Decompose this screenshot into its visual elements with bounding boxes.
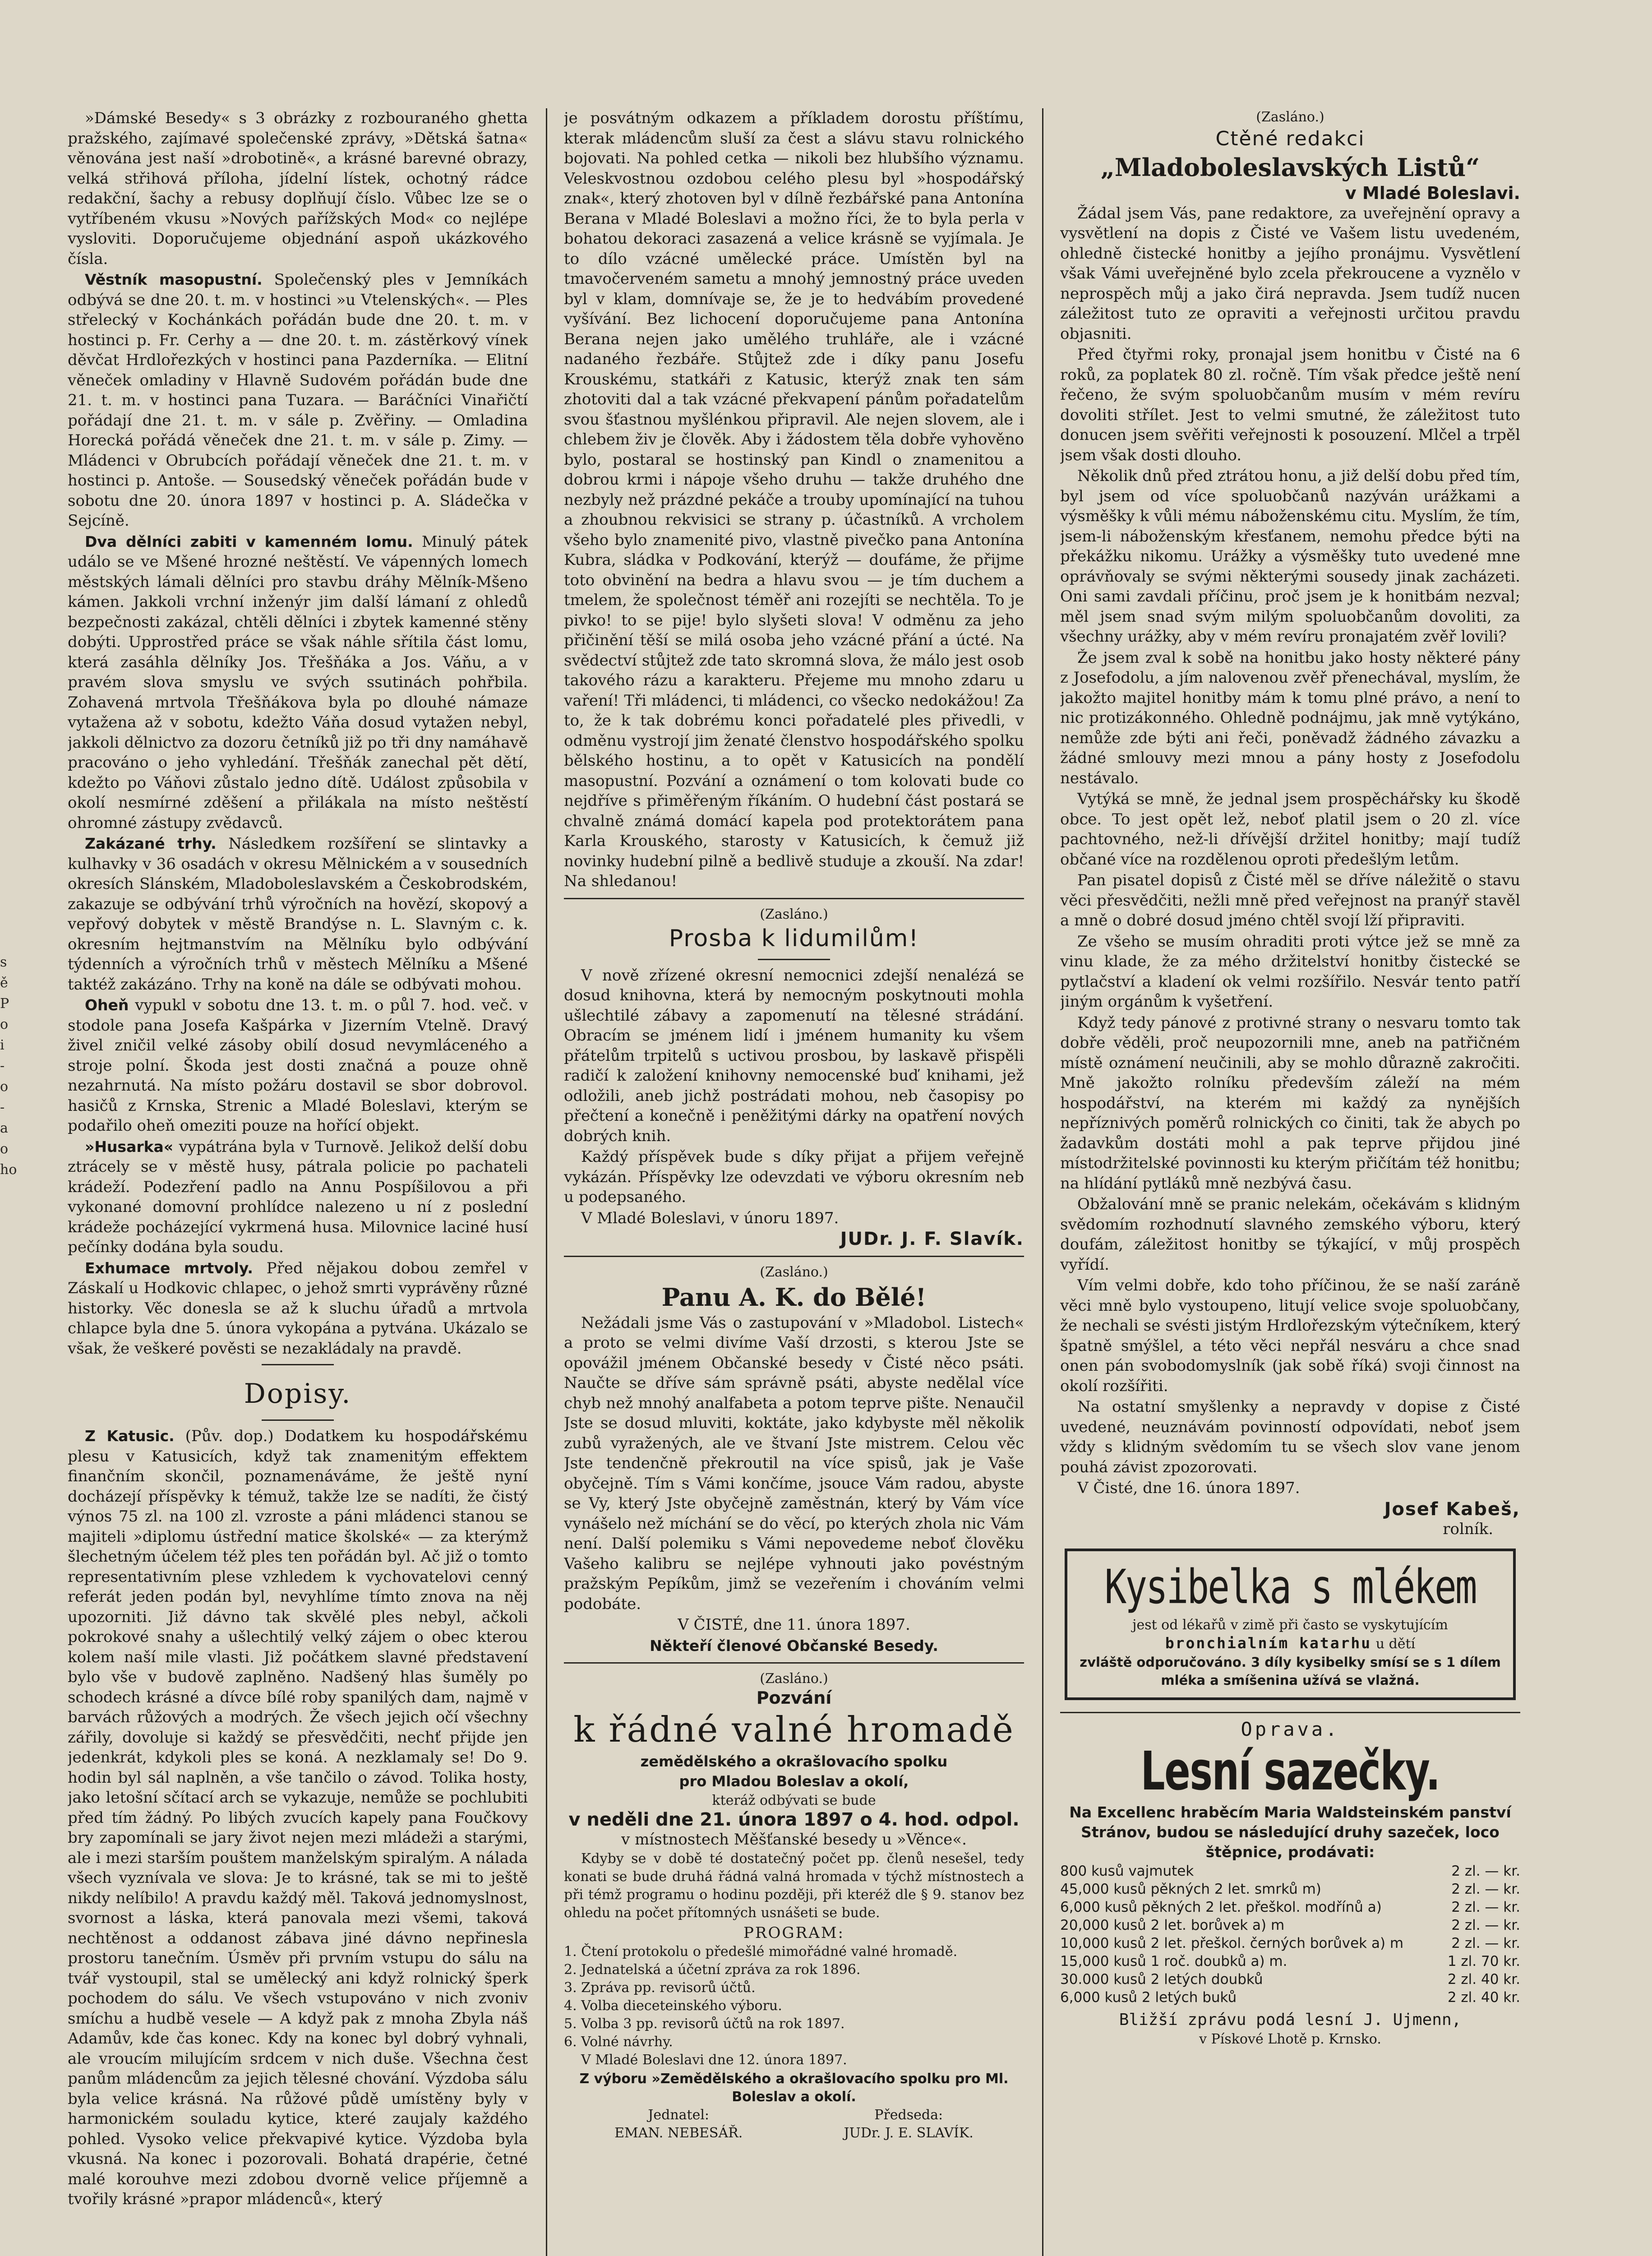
article-body: vypátrána byla v Turnově. Jelikož delší dobu ztrácely se v městě husy, pátrala policie po pachateli krádeží. Podezření padlo na Annu Pospíšilovou a při vykonané domovní prohlídce nalezeno u ní z poslední krádeže pocházející vykrmená husa. Milovnice laciné husí pečínky dodána byla soudu. [68, 1137, 528, 1256]
zaslano-label: (Zasláno.) [1256, 109, 1324, 125]
paragraph: Obžalování mně se pranic nelekám, očekávám s klidným svědomím rozhodnutí slavného zemského výboru, který doufám, záležitost honitby se týkající, v můj prospěch vyřídí. [1060, 1195, 1520, 1274]
program-item: 6. Volné návrhy. [564, 2034, 673, 2050]
price-list [1060, 1862, 1520, 2006]
ctene-redakci: Ctěné redakci [1215, 127, 1365, 150]
oprava-label: Oprava. [1241, 1718, 1340, 1740]
price-value: 2 zl. — kr. [1451, 1899, 1520, 1915]
predseda-name: JUDr. J. E. SLAVÍK. [844, 2125, 974, 2141]
paragraph [68, 532, 528, 833]
separator [564, 1256, 1024, 1257]
article-heading: Z Katusic. [85, 1427, 175, 1445]
column-divider-1 [546, 108, 547, 2256]
separator [1060, 1712, 1520, 1713]
column-1 [68, 108, 528, 2256]
separator [564, 898, 1024, 899]
kysibelka-text: zvláště odporučováno. 3 díly kysibelky smísí se s 1 dílem mléka a smíšenina užívá se vlažná. [1080, 1654, 1501, 1688]
panu-title: Panu A. K. do Bělé! [661, 1282, 927, 1312]
article-body: (Pův. dop.) Dodatkem ku hospodářskému plesu v Katusicích, když tak znamenitým effektem finančním skončil, poznamenáváme, že ještě nyní docházejí příspěvky k témuž, takže lze se nadíti, že čistý výnos 75 zl. na 100 zl. vzroste a páni mládenci stanou se majiteli »diplomu ústřední matice školské« — za kterýmž šlechetným účelem též ples ten pořádán byl. Ač již o tomto representativním plese vzhledem k vychovatelovi cenný referát jeden podán byl, nevyhlíme tímto znova na něj upozorniti. Již dávno tak skvělé ples nebyl, ačkoli pokrokové snahy a ušlechtilý velký zájem o obec kterou kolem naší mile vlasti. Již počátkem slavné představení bylo vše v budově zaplněno. Nadšený hlas šuměly po schodech krásné a dívce bílé roby spanilých dam, najmě v barvách růžových a modrých. Že všech jejich očí všechny zářily, dovoluje si každý se přesvědčiti, nechť přijde jen jedenkrát, kdykoli ples se koná. A nezklamaly se! Do 9. hodin byl sál naplněn, a vše tančilo o závod. Tolika hosty, jako letošní sčítací arch se vykazuje, nemůže se pochlubiti před tím žádný. Po libých zvucích kapely pana Foučkovy bry zapomínali se jary život nejen mezi mládeži a starými, ale i mezi starším pouštem manželským spiralým. A nálada všech vyznívala ve slova: Je to krásné, tak se mi to ještě nikdy nelíbilo! A pravdu každý měl. Taková jednomyslnost, svornost a láska, která panovala mezi všemi, taková nechtěnost a oddanost zábava jiné dávno nepřinesla prostoru tanečním. Úsměv při prvním vstupu do sálu na tvář vystoupil, stal se umělecký ani když rolnický šperk pochodem do sálu. Ve všech vstupováno v nich zvoniv smíchu a hudbě vesele — A když pak z mnoha Zbyla náš Adamův, kde čas konec. Kdy na konec byl dobrý vyhnali, ale vroucím milujícím srdcem v nich duše. Všechna čest panům mládencům za jejich tělesné chování. Výzdoba sálu byla velice krásná. Na růžové půdě umístěny byly v harmonickém souladu kytice, které zaujaly každého pohled. Vysoko velice překvapivé kytice. Výzdoba byla vkusná. Na konec i pozorovali. Bohatá drapérie, četné malé korouhve mezi zdobou dvorně velice příjemně a tvořily krásné »prapor mládenců«, který [68, 1427, 528, 2208]
price-value: 2 zl. — kr. [1451, 1935, 1520, 1951]
price-row [1060, 1862, 1520, 1880]
separator [262, 1364, 334, 1365]
kysibelka-deti: u dětí [1375, 1636, 1416, 1652]
price-item: 800 kusů vajmutek [1060, 1863, 1194, 1879]
paragraph: Kdyby se v době té dostatečný počet pp. členů nesešel, tedy konati se bude druhá řádná valná hromada v týchž místnostech a při témž programu o hodinu později, při kteréž dle § 9. stanov bez ohledu na počet přítomných usnášeti se bude. [564, 1850, 1024, 1921]
price-item: 30.000 kusů 2 letých doubků [1060, 1971, 1263, 1988]
hromade-title: k řádné valné hromadě [573, 1709, 1015, 1750]
price-row [1060, 1970, 1520, 1988]
edge-letter: o [0, 1017, 9, 1032]
price-row [1060, 1952, 1520, 1970]
price-row [1060, 1934, 1520, 1952]
vybor-line: Z výboru »Zemědělského a okrašlovacího spolku pro Ml. Boleslav a okolí. [579, 2071, 1009, 2105]
dateline: V ČISTÉ, dne 11. února 1897. [678, 1616, 910, 1634]
lesni-intro: Na Excellenc hraběcím Maria Waldsteinském panství Stránov, budou se následující druhy sazeček, loco štěpnice, prodávati: [1069, 1803, 1511, 1861]
column-divider-2 [1042, 108, 1043, 2256]
kysibelka-text [1078, 1634, 1502, 1653]
lesni-sazecky-title: Lesní sazečky. [1140, 1740, 1440, 1802]
jednatel-label: Jednatel: [648, 2107, 710, 2123]
price-value: 2 zl. — kr. [1451, 1863, 1520, 1879]
paragraph: Vytýká se mně, že jednal jsem prospěchářsky ku škodě obce. To jest opět lež, neboť platil jsem o 20 zl. více pachtovného, než-li dřívější držitel honitby; mají tudíž občané více na rozdělenou oproti předešlým letům. [1060, 790, 1520, 869]
article-body: Společenský ples v Jemníkách odbývá se dne 20. t. m. v hostinci »u Vtelenských«. — Ples střelecký v Kochánkách pořádán bude dne 20. t. m. v hostinci p. Fr. Cerhy a — dne 20. t. m. zástěrkový vínek děvčat Hrdlořezkých v hostinci pana Pazderníka. — Elitní věneček omladiny v Hlavně Sudovém pořádán bude dne 21. t. m. v hostinci pana Tuzara. — Baráčníci Vinařičtí pořádají dne 21. t. m. v sále p. Zvěřiny. — Omladina Horecká pořádá věneček dne 21. t. m. v sále p. Zimy. — Mládenci v Obrubcích pořádají věneček dne 21. t. m. v hostinci p. Antoše. — Sousedský věneček pořádán bude v sobotu dne 20. února 1897 v hostinci p. A. Sládečka v Sejcíně. [68, 271, 528, 530]
mladoboleslavske-listy: „Mladoboleslavských Listů“ [1100, 153, 1480, 182]
section-title-dopisy: Dopisy. [244, 1378, 352, 1410]
price-value: 2 zl. 40 kr. [1447, 1989, 1520, 2006]
predseda-block [844, 2106, 974, 2142]
signature: Někteří členové Občanské Besedy. [650, 1637, 938, 1655]
price-item: 6,000 kusů 2 letých buků [1060, 1989, 1237, 2006]
paragraph [68, 1137, 528, 1257]
paragraph: Několik dnů před ztrátou honu, a již delší dobu před tím, byl jsem od více spoluobčanů nazýván urážkami a výsměšky k vůli mému náboženskému citu. Myslím, že tím, jsem-li náboženským křesťanem, nemohu předce býti na překážku nikomu. Urážky a výsměšky tuto uvedené mne oprávňovaly se svými některými sousedy jinak zacházeti. Oni sami zavdali příčinu, proč jsem je k honitbám nezval; měl jsem snad svým milým spoluobčanům dovoliti, za všechny urážky, aby v mém revíru pronajatém zvěř lovili? [1060, 467, 1520, 646]
paragraph: Že jsem zval k sobě na honitbu jako hosty některé pány z Josefodolu, a jím nalovenou zvěř přenechával, myslím, že jakožto majitel honitby mám k tomu plné právo, a není to nic protizákonného. Ohledně podnájmu, jak mně vytýkáno, nemůže zde býti ani řeči, poněvadž žádného závazku a žádné smlouvy mezi mnou a pány hosty z Josefodolu nestávalo. [1060, 648, 1520, 787]
separator [758, 959, 830, 960]
kysibelka-bronch: bronchialním katarhu [1165, 1634, 1372, 1652]
article-heading: Zakázané trhy. [85, 835, 217, 852]
dateline: V Čisté, dne 16. února 1897. [1077, 1479, 1300, 1497]
kysibelka-advert [1065, 1549, 1516, 1700]
paragraph: Když tedy pánové z protivné strany o nesvaru tomto tak dobře věděli, proč neupozornili mne, aneb na patřičném místě oznámení neučinili, aby se mohlo důrazně zakročiti. Mně jakožto rolníku především záleží na mém hospodářství, na kterém mi každý za nynějších nepříznivých poměrů rolnických co činiti, tak že abych po žadavkům dostáti mohl a pak teprve přijdou jiné místodržitelské povinnosti ku kterým přičítám též honitbu; na hlídání pytláků mně nezbývá času. [1060, 1013, 1520, 1193]
price-value: 2 zl. — kr. [1451, 1917, 1520, 1933]
paragraph [68, 270, 528, 531]
program-item: 4. Volba dieceteinského výboru. [564, 1998, 782, 2014]
jednatel-block [614, 2106, 743, 2142]
price-item: 10,000 kusů 2 let. přeškol. černých borůvek a) m [1060, 1935, 1404, 1951]
meeting-date: v neděli dne 21. února 1897 o 4. hod. odpol. [568, 1809, 1020, 1830]
signature: JUDr. J. F. Slavík. [840, 1229, 1024, 1249]
mlada-boleslav: v Mladé Boleslavi. [1345, 183, 1520, 203]
article-body: Před nějakou dobou zemřel v Záskalí u Hodkovic chlapec, o jehož smrti vyprávěny různé historky. Věc donesla se až k sluchu úřadů a mrtvola chlapce byla dne 5. února vykopána a pytvána. Ukázalo se však, že veškeré pověsti se nezakládaly na pravdě. [68, 1259, 528, 1358]
price-row [1060, 1898, 1520, 1916]
price-item: 15,000 kusů 1 roč. doubků a) m. [1060, 1953, 1287, 1969]
pozvani-label: Pozvání [756, 1688, 832, 1708]
edge-letter: P [0, 996, 9, 1012]
article-heading: Oheň [85, 996, 129, 1014]
article-body: Minulý pátek událo se ve Mšené hrozné neštěstí. Ve vápenných lomech městských lámali dělníci pro stavbu dráhy Mělník-Mšeno kámen. Jakkoli vrchní inženýr jim další lámaní z ohledů bezpečnosti zakázal, chtěli dělníci i zbytek kamenné stěny dobýti. Upprostřed práce se však náhle sřítila část lomu, která zasáhla dělníky Jos. Třešňáka a Jos. Váňu, a v pravém slova smyslu ve svých ssutinách pohřbila. Zohavená mrtvola Třešňákova byla po dlouhé námaze vytažena až v sobotu, kdežto Váňa dosud vytažen nebyl, jakkoli dělnictvo za dozoru četníků již po tři dny namáhavě pracováno o jeho vyhledání. Třešňák zanechal pět dětí, kdežto po Váňovi zůstalo jedno dítě. Událost způsobila v okolí nesmírné zděšení a přilákala na místo neštěstí ohromné zástupy zvědavců. [68, 532, 528, 832]
column-2 [564, 108, 1024, 2256]
price-value: 1 zl. 70 kr. [1447, 1953, 1520, 1969]
program-item: 3. Zpráva pp. revisorů účtů. [564, 1980, 756, 1996]
zaslano-label: (Zasláno.) [760, 906, 828, 922]
price-item: 6,000 kusů pěkných 2 let. přeškol. modřínů a) [1060, 1899, 1382, 1915]
paragraph: Nežádali jsme Vás o zastupování v »Mladobol. Listech« a proto se velmi divíme Vaší drzosti, s kterou Jste se opovážil jménem Občanské besedy v Čisté něco psáti. Naučte se dříve sám správně psáti, abyste nedělal více chyb než mnohý analfabeta a potom teprve pište. Nenaučil Jste se dosud mluviti, koktáte, jako kdybyste měl několik zubů vyražených, ale ve štvaní Jste mistrem. Celou věc Jste tendenčně překroutil na více spisů, jak je Vaše obyčejně. Tím s Vámi končíme, jsouce Vám radou, abyste se Vy, který Jste obyčejně zaměstnán, který by Vám více vynášelo než míchání se do věcí, po kterých zhola nic Vám není. Další polemiku s Vámi nepovedeme neboť člověku Vašeho kalibru se nejlépe vyhnouti jako povéstným pražským Pepíkům, jimž se vezeřením i chováním velmi podobáte. [564, 1313, 1024, 1613]
predseda-label: Předseda: [874, 2107, 943, 2123]
edge-letter: a [0, 1120, 8, 1136]
dateline: V Mladé Boleslavi, v únoru 1897. [581, 1209, 839, 1227]
spolek-line: zemědělského a okrašlovacího spolku [640, 1752, 948, 1770]
jednatel-name: EMAN. NEBESÁŘ. [614, 2125, 743, 2141]
article-body: Následkem rozšíření se slintavky a kulhavky v 36 osadách v okresu Mělnickém a v sousedních okresích Slánském, Mladoboleslavském a Českobrodském, zakazuje se odbývání trhů výročních na hovězí, skopový a vepřový dobytek v městě Brandýse n. L. Slavným c. k. okresním hejtmanstvím na Mělníku bylo odbývání týdenních a výročních trhů v městech Mělníku a Mšené taktéž zakázáno. Trhy na koně na dále se odbývati mohou. [68, 835, 528, 994]
paragraph: Před čtyřmi roky, pronajal jsem honitbu v Čisté na 6 roků, za poplatek 80 zl. ročně. Tím však předce ještě není řečeno, že svým spoluobčanům musím v mém revíru dovoliti střílet. Jest to velmi smutné, že záležitost tuto donucen jsem svěřiti veřejnosti k posouzení. Mlčel a trpěl jsem však dosti dlouho. [1060, 346, 1520, 464]
price-row [1060, 1988, 1520, 2006]
separator [564, 1662, 1024, 1664]
paragraph: Ze všeho se musím ohraditi proti výtce jež se mně za vinu klade, že za mého držitelství honitby čistecké se pytlačství a kladení ok velmi rozšířilo. Nesvár tento patří jiným orgánům k vyšetření. [1060, 932, 1520, 1011]
edge-letter: - [0, 1058, 5, 1074]
signatories [564, 2106, 1024, 2142]
paragraph: Žádal jsem Vás, pane redaktore, za uveřejnění opravy a vysvětlení na dopis z Čisté ve Vašem listu uvedeném, ohledně čistecké honitby a jejího pronájmu. Vysvětlení však Vámi uveřejněné bylo zcela překroucene a vyznělo v neprospěch můj a jako čirá nepravda. Jsem tudíž nucen záležitost tuto ze opraviti a veřejnosti určitou pravdu objasniti. [1060, 204, 1520, 343]
paragraph: »Dámské Besedy« s 3 obrázky z rozbouraného ghetta pražského, zajímavé společenské zprávy, »Dětská šatna« věnována jest naší »drobotině«, a krásné barevné obrazy, velká střihová příloha, jídelní lístek, ochotný rádce redakční, šachy a rebusy doplňují číslo. Vůbec lze se o vytříbeném vkusu »Nových pařížských Mod« co nejlépe vysloviti. Doporučujeme objednání aspoň ukázkového čísla. [68, 109, 528, 268]
paragraph: je posvátným odkazem a příkladem dorostu příštímu, kterak mládencům sluší za čest a slávu stavu rolnického bojovati. Na pohled cetka — nikoli bez hlubšího významu. Veleskvostnou ozdobou celého plesu byl »hospodářský znak«, který zhotoven byl v dílně řezbářské pana Antonína Berana v Mladé Boleslavi a možno říci, že to byla perla v bohatou dekoraci zasazená a velice krásně se vyjímala. Je to dílo vzácné umělecké práce. Umístěn byl na tmavočerveném sametu a mnohý jemnostný práce uveden byl v klam, domnívaje se, že je to hedvábím provedené vyšívání. Bez lichocení doporučujeme pana Antonína Berana nejen jako umělého truhláře, ale i vzácné nadaného řezbáře. Stůjtež zde i díky panu Josefu Krouskému, statkáři z Katusic, kterýž znak ten sám zhotoviti dal a tak vzácné překvapení pánům pořadatelům svou šťastnou myšlénkou připravil. Ale nejen slovem, ale i chlebem živ je člověk. Aby i žádostem těla dobře vyhověno bylo, postaral se hostinský pan Kindl o znamenitou a dobrou krmi i nápoje všeho druhu — takže druhého dne nezbyly než prázdné pekáče a trouby upomínající na tuhou a zhoubnou rekvisici se strany p. účastníků. A vrcholem všeho bylo znamenité pivo, vlastně pivečko pana Antonína Kubra, sládka v Podkování, kterýž — doufáme, že přijme toto obvinění na bedra a hlavu svou — je tím duchem a tmelem, že společnost téměř ani rozejíti se nechtěla. To je pivko! to se pije! bylo slyšeti slova! V odměnu za jeho přičinění těší se milá osoba jeho vzácné přání a úcté. Na svědectví stůjtež zde tato skromná slova, že málo jest osob takového rázu a karakteru. Přejeme mu mnoho zdaru u vaření! Tři mládenci, ti mládenci, co všecko nedokážou! Za to, že k tak dobrému konci pořadatelé ples přivedli, v odměnu vystrojí jim ženaté členstvo hospodářského spolku bělského hostinu, a to opět v Katusicích na pondělí masopustní. Pozvání a oznámení o tom kolovati bude co nejdříve s přiměřeným říkáním. O hudební část postará se chvalně známá domácí kapela pod protektorátem pana Karla Krouského, starosty v Katusicích, k čemuž již novinky hudební pilně a bedlivě studuje a zkouší. Na zdar! Na shledanou! [564, 109, 1024, 890]
paragraph [68, 995, 528, 1136]
paragraph: V nově zřízené okresní nemocnici zdejší nenalézá se dosud knihovna, která by nemocným poskytnouti mohla ušlechtilé zábavy a zapomenutí na tělesné strádání. Obracím se jménem lidí i jménem humanity ku všem přátelům trpitelů s uctivou prosbou, by laskavě přispěli radičí k založení knihovny nemocenské buď knihami, jež odložili, aneb jichž postrádati mohou, neb časopisy po přečtení a konečně i peněžitými dárky na opatření nových dobrých knih. [564, 966, 1024, 1145]
signature-role: rolník. [1443, 1520, 1493, 1538]
program-item: 5. Volba 3 pp. revisorů účtů na rok 1897. [564, 2016, 845, 2032]
article-heading: Exhumace mrtvoly. [85, 1259, 253, 1277]
edge-letter: i [0, 1037, 5, 1053]
edge-letter: o [0, 1079, 9, 1095]
program-heading: PROGRAM: [743, 1923, 844, 1942]
paragraph [68, 834, 528, 994]
paragraph: Pan pisatel dopisů z Čisté měl se dříve náležitě o stavu věci přesvědčiti, nežli mně před veřejnost na pranýř stavěl a mně o dobré dosud jméno chtěl svojí lží připraviti. [1060, 871, 1520, 929]
dateline: V Mladé Boleslavi dne 12. února 1897. [581, 2052, 847, 2068]
spolek-line-2: pro Mladou Boleslav a okolí, [679, 1773, 909, 1790]
edge-letter: ě [0, 975, 8, 991]
paragraph [68, 1426, 528, 2210]
paragraph [68, 1258, 528, 1359]
paragraph: Na ostatní smyšlenky a nepravdy v dopise z Čisté uvedené, neuznávám povinností odpovídati, neboť jsem vždy s klidným svědomím tu se všech slov vane jenom pouhá závist zpozorovati. [1060, 1398, 1520, 1476]
paragraph: Každý příspěvek bude s díky přijat a přijem veřejně vykázán. Příspěvky lze odevzdati ve výboru okresním neb u podepsaného. [564, 1148, 1024, 1206]
program-item: 1. Čtení protokolu o předešlé mimořádné valné hromadě. [564, 1944, 958, 1960]
kysibelka-title: Kysibelka s mlékem [1104, 1559, 1476, 1614]
kysibelka-text: jest od lékařů v zimě při často se vyskytujícím [1132, 1617, 1448, 1633]
edge-letter: o [0, 1141, 9, 1157]
kteraz-line: kteráž odbývati se bude [712, 1792, 876, 1808]
signature: Josef Kabeš, [1384, 1498, 1520, 1520]
edge-letter: - [0, 1100, 5, 1115]
price-row [1060, 1916, 1520, 1934]
program-list [564, 1943, 1024, 2051]
left-edge-fragments [0, 952, 18, 1180]
zaslano-label: (Zasláno.) [760, 1264, 828, 1280]
price-value: 2 zl. 40 kr. [1447, 1971, 1520, 1988]
prosba-title: Prosba k lidumilům! [669, 925, 919, 952]
program-item: 2. Jednatelská a účetní zpráva za rok 1896. [564, 1962, 861, 1978]
meeting-place: v místnostech Měšťanské besedy u »Věnce«. [621, 1831, 967, 1849]
price-item: 20,000 kusů 2 let. borůvek a) m [1060, 1917, 1285, 1933]
separator [262, 1419, 334, 1421]
lesni-contact: Bližší zprávu podá lesní J. Ujmenn, [1119, 2011, 1462, 2029]
price-value: 2 zl. — kr. [1451, 1881, 1520, 1897]
lesni-contact-place: v Pískové Lhotě p. Krnsko. [1199, 2031, 1381, 2047]
price-item: 45,000 kusů pěkných 2 let. smrků m) [1060, 1881, 1321, 1897]
zaslano-label: (Zasláno.) [760, 1671, 828, 1687]
article-heading: Věstník masopustní. [85, 271, 263, 288]
edge-letter: ho [0, 1162, 17, 1178]
price-row [1060, 1880, 1520, 1898]
article-body: vypukl v sobotu dne 13. t. m. o půl 7. hod. več. v stodole pana Josefa Kašpárka v Jizerním Vtelně. Dravý živel zničil velké zásoby obilí dosud nevymláceného a stroje polní. Škoda jest dosti značná a pouze ohně nezahrnutá. Na místo požáru dostavil se sbor dobrovol. hasičů z Krnska, Strenic a Mladé Boleslavi, kterým se podařilo oheň omeziti pouze na hořící objekt. [68, 996, 528, 1135]
column-3 [1060, 108, 1520, 2256]
edge-letter: s [0, 954, 7, 970]
article-heading: Dva dělníci zabiti v kamenném lomu. [85, 532, 413, 550]
paragraph: Vím velmi dobře, kdo toho příčinou, že se naší zaráně věci mně bylo vystoupeno, litují velice svoje spoluobčany, že nechali se svésti jistým Hrdlořezským výtečníkem, který špatně smýšlel, a této věci nepřál nesváru a chce snad onen pán svobodomyslník (jak sobě říká) svoji činnost na okolí rozšířiti. [1060, 1276, 1520, 1395]
article-heading: »Husarka« [85, 1137, 174, 1156]
